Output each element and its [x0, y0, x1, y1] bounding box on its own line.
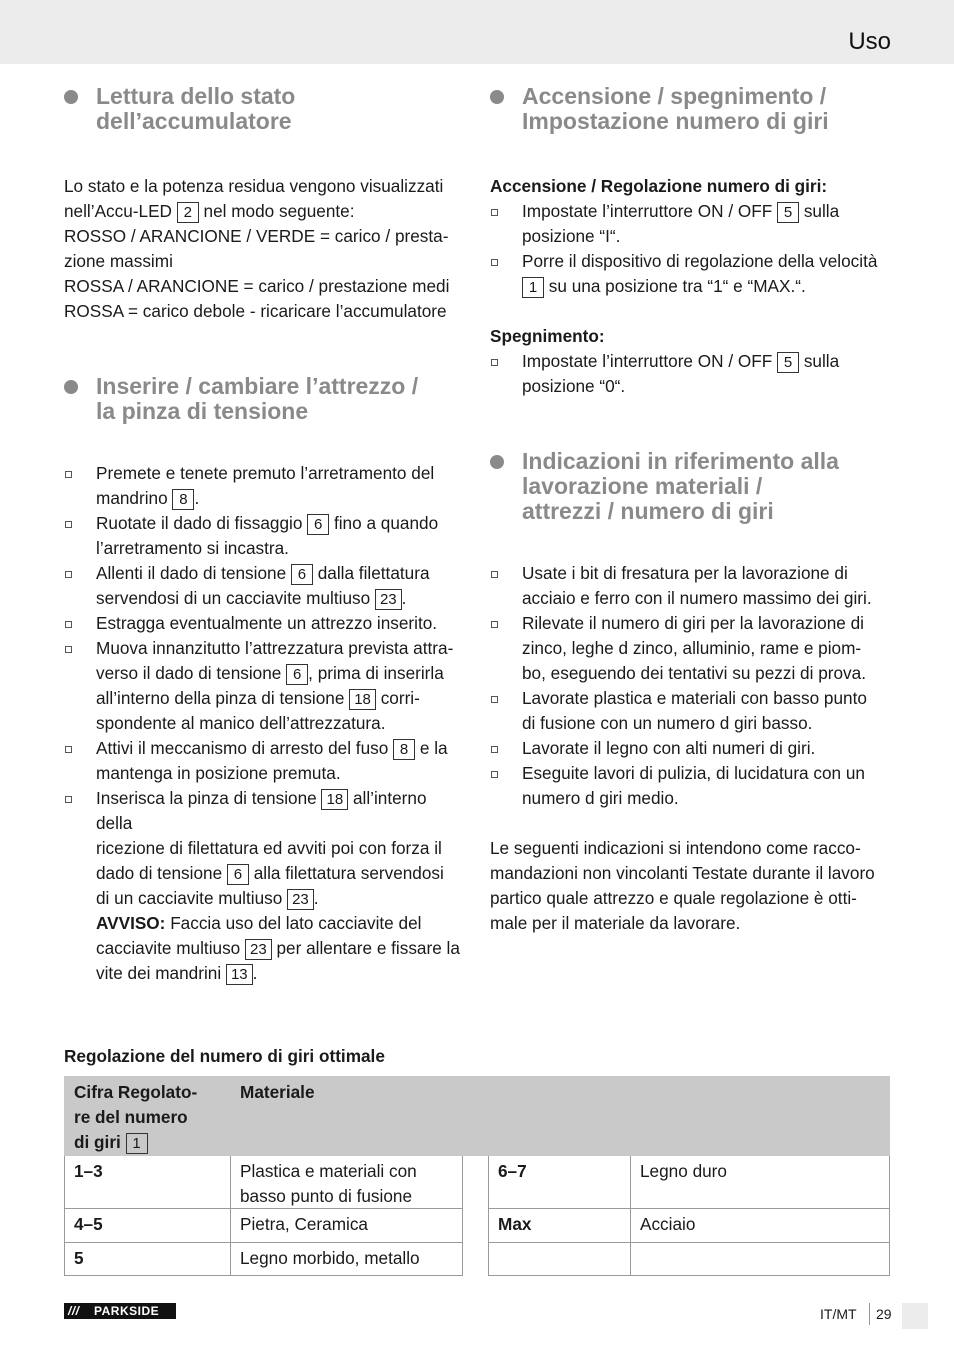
list-item: Allenti il dado di tensione 6 dalla filettatura servendosi di un cacciavite multiuso 23 .	[64, 561, 466, 611]
list-item: Inserisca la pinza di tensione 18 all’interno della ricezione di filettatura ed avviti poi con forza il dado di tensione 6 alla filettatura servendosi di un cacciavite multiuso 23 . AVVISO: Faccia uso del lato cacciavite del cacciavite multiuso 23 per allentare e fissare la vite dei mandrini 13 .	[64, 786, 466, 986]
checkbox-bullet-icon	[491, 359, 498, 366]
right-column	[490, 84, 892, 936]
subheading-switch-off: Spegnimento:	[490, 326, 605, 346]
checkbox-bullet-icon	[491, 209, 498, 216]
list-item: Porre il dispositivo di regolazione della velocità 1 su una posizione tra “1“ e “MAX.“.	[490, 249, 892, 299]
heading-battery-status: Lettura dello stato dell’accumulatore	[64, 84, 466, 134]
left-column	[64, 84, 466, 986]
heading-change-tool: Inserire / cambiare l’attrezzo / la pinza di tensione	[64, 374, 466, 424]
header-cell-speed: Cifra Regolato- re del numero di giri 1	[74, 1082, 198, 1152]
recommendation-paragraph: Le seguenti indicazioni si intendono come racco- mandazioni non vincolanti Testate durante il lavoro partico quale attrezzo e quale regolazione è otti- male per il materiale da lavorare.	[490, 838, 875, 933]
list-item: Attivi il meccanismo di arresto del fuso 8 e la mantenga in posizione premuta.	[64, 736, 466, 786]
list-item: Ruotate il dado di fissaggio 6 fino a quando l’arretramento si incastra.	[64, 511, 466, 561]
checkbox-bullet-icon	[65, 571, 72, 578]
bullet-dot-icon	[490, 455, 504, 469]
table-cell-material: Legno duro	[640, 1161, 727, 1181]
parkside-logo: /// PARKSIDE	[64, 1303, 176, 1319]
checkbox-bullet-icon	[491, 621, 498, 628]
list-item: Estragga eventualmente un attrezzo inserito.	[64, 611, 466, 636]
checkbox-bullet-icon	[491, 771, 498, 778]
checkbox-bullet-icon	[65, 521, 72, 528]
header-cell-material: Materiale	[240, 1082, 315, 1102]
list-item: Usate i bit di fresatura per la lavorazione di acciaio e ferro con il numero massimo dei giri.	[490, 561, 892, 611]
section-title: Uso	[848, 28, 891, 55]
list-item: Eseguite lavori di pulizia, di lucidatura con un numero d giri medio.	[490, 761, 892, 811]
heading-material-hints: Indicazioni in riferimento alla lavorazione materiali / attrezzi / numero di giri	[490, 449, 892, 524]
footer-corner-box	[902, 1303, 928, 1329]
list-item: Lavorate il legno con alti numeri di giri.	[490, 736, 892, 761]
checkbox-bullet-icon	[491, 696, 498, 703]
logo-stripes-icon: ///	[68, 1304, 80, 1318]
bullet-dot-icon	[64, 380, 78, 394]
page-number: 29	[876, 1306, 892, 1322]
language-code: IT/MT	[820, 1306, 857, 1322]
list-item: Rilevate il numero di giri per la lavorazione di zinco, leghe d zinco, alluminio, rame e piom- bo, eseguendo dei tentativi su pezzi di prova.	[490, 611, 892, 686]
subheading-switch-on: Accensione / Regolazione numero di giri:	[490, 176, 828, 196]
list-item: Lavorate plastica e materiali con basso punto di fusione con un numero d giri basso.	[490, 686, 892, 736]
table-cell-speed: 4–5	[74, 1214, 103, 1234]
warning-label: AVVISO:	[96, 913, 166, 933]
bullet-dot-icon	[490, 90, 504, 104]
heading-on-off: Accensione / spegnimento / Impostazione numero di giri	[490, 84, 892, 134]
bullet-dot-icon	[64, 90, 78, 104]
checkbox-bullet-icon	[65, 646, 72, 653]
table-cell-speed: 5	[74, 1248, 84, 1268]
table-cell-speed: Max	[498, 1214, 532, 1234]
footer-divider	[869, 1303, 870, 1325]
checkbox-bullet-icon	[65, 746, 72, 753]
list-item: Premete e tenete premuto l’arretramento del mandrino 8 .	[64, 461, 466, 511]
checkbox-bullet-icon	[491, 571, 498, 578]
list-item: Impostate l’interruttore ON / OFF 5 sulla posizione “0“.	[490, 349, 892, 399]
table-cell-material: Acciaio	[640, 1214, 696, 1234]
table-cell-speed: 1–3	[74, 1161, 103, 1181]
battery-paragraph: Lo stato e la potenza residua vengono visualizzati nell’Accu-LED 2 nel modo seguente: ROSSO / ARANCIONE / VERDE = carico / presta- zione massimi ROSSA / ARANCIONE = carico / prestazione medi ROSSA = carico debole - ricaricare l’accumulatore	[64, 176, 450, 321]
list-item: Muova innanzitutto l’attrezzatura prevista attra- verso il dado di tensione 6 , prima di inserirla all’interno della pinza di tensione 18 corri- spondente al manico dell’attrezzatura.	[64, 636, 466, 736]
table-cell-material: Pietra, Ceramica	[240, 1214, 368, 1234]
checkbox-bullet-icon	[65, 471, 72, 478]
speed-table	[64, 1076, 890, 1276]
checkbox-bullet-icon	[65, 621, 72, 628]
table-cell-material: Legno morbido, metallo	[240, 1248, 420, 1268]
table-title: Regolazione del numero di giri ottimale	[64, 1046, 385, 1066]
checkbox-bullet-icon	[491, 746, 498, 753]
checkbox-bullet-icon	[491, 259, 498, 266]
table-cell-speed: 6–7	[498, 1161, 527, 1181]
list-item: Impostate l’interruttore ON / OFF 5 sulla posizione “I“.	[490, 199, 892, 249]
ref-number: 2	[177, 202, 199, 223]
checkbox-bullet-icon	[65, 796, 72, 803]
header-bar	[0, 0, 954, 64]
table-cell-material: Plastica e materiali con basso punto di fusione	[240, 1161, 417, 1206]
